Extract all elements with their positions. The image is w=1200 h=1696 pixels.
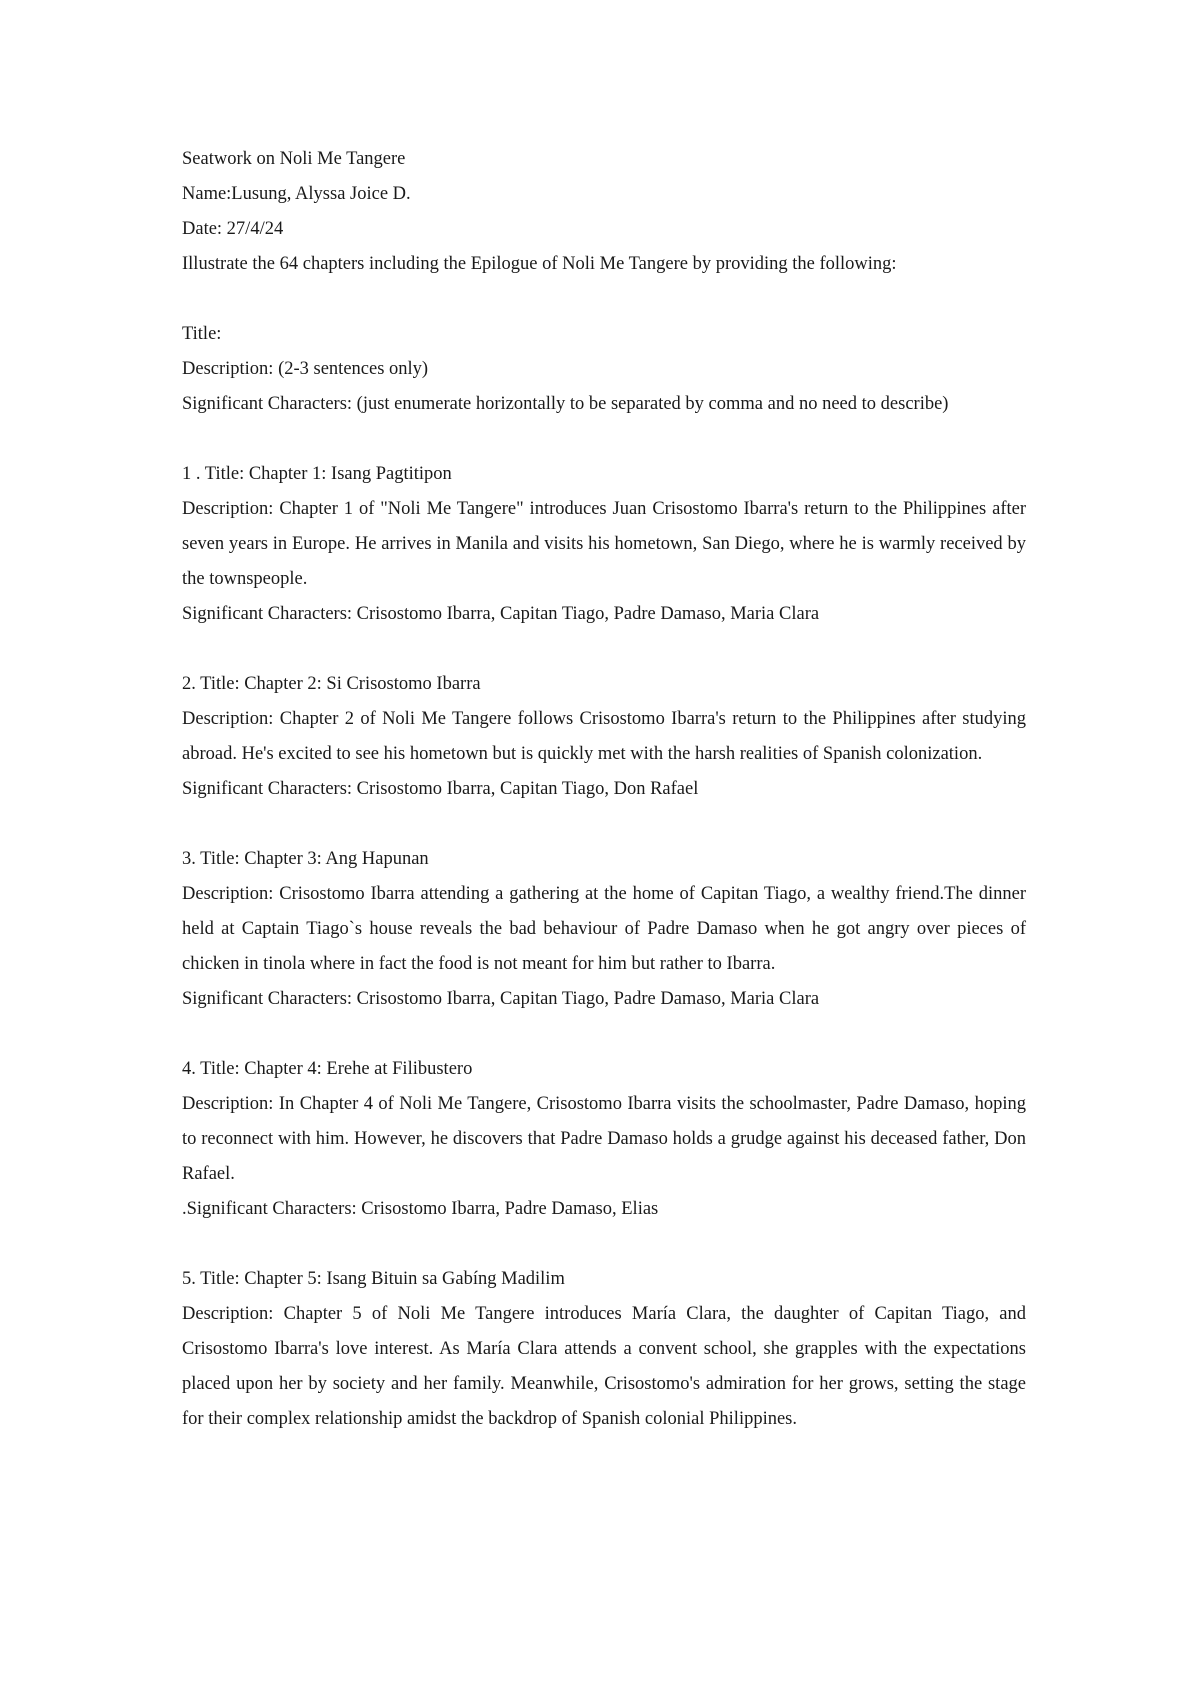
chapter-title: 2. Title: Chapter 2: Si Crisostomo Ibarra [182,674,481,694]
spacer [182,422,1026,457]
chapter-characters: Significant Characters: Crisostomo Ibarra, Capitan Tiago, Don Rafael [182,779,699,799]
spacer [182,282,1026,317]
spacer [182,1017,1026,1052]
chapter-entry-1 [182,457,1026,632]
chapter-characters: Significant Characters: Crisostomo Ibarra, Capitan Tiago, Padre Damaso, Maria Clara [182,989,820,1009]
chapter-description: Description: Chapter 5 of Noli Me Tangere introduces María Clara, the daughter of Capitan Tiago, and Crisostomo Ibarra's love interest. As María Clara attends a convent school, she grapples with the expectations placed upon her by society and her family. Meanwhile, Crisostomo's admiration for her grows, setting the stage for their complex relationship amidst the backdrop of Spanish colonial Philippines. [182,1304,1026,1429]
chapter-title: 5. Title: Chapter 5: Isang Bituin sa Gabíng Madilim [182,1269,565,1289]
chapter-title: 4. Title: Chapter 4: Erehe at Filibustero [182,1059,473,1079]
chapter-characters: .Significant Characters: Crisostomo Ibarra, Padre Damaso, Elias [182,1199,659,1219]
chapter-entry-5 [182,1262,1026,1437]
chapter-description: Description: Chapter 1 of "Noli Me Tangere" introduces Juan Crisostomo Ibarra's return to the Philippines after seven years in Europe. He arrives in Manila and visits his hometown, San Diego, where he is warmly received by the townspeople. [182,499,1026,589]
student-name: Name:Lusung, Alyssa Joice D. [182,184,411,204]
spacer [182,632,1026,667]
chapter-entry-3 [182,842,1026,1017]
document-date: Date: 27/4/24 [182,219,284,239]
document-page [182,142,1026,1437]
chapter-title: 1 . Title: Chapter 1: Isang Pagtitipon [182,464,452,484]
chapter-entry-2 [182,667,1026,807]
format-description-label: Description: (2-3 sentences only) [182,359,429,379]
chapter-description: Description: Chapter 2 of Noli Me Tangere follows Crisostomo Ibarra's return to the Philippines after studying abroad. He's excited to see his hometown but is quickly met with the harsh realities of Spanish colonization. [182,709,1026,764]
format-title-label: Title: [182,324,222,344]
format-characters-label: Significant Characters: (just enumerate horizontally to be separated by comma and no need to describe) [182,394,949,414]
document-title: Seatwork on Noli Me Tangere [182,149,406,169]
chapter-entry-4 [182,1052,1026,1227]
chapter-title: 3. Title: Chapter 3: Ang Hapunan [182,849,429,869]
instruction-text: Illustrate the 64 chapters including the Epilogue of Noli Me Tangere by providing the following: [182,254,897,274]
spacer [182,807,1026,842]
chapter-characters: Significant Characters: Crisostomo Ibarra, Capitan Tiago, Padre Damaso, Maria Clara [182,604,820,624]
chapter-description: Description: Crisostomo Ibarra attending a gathering at the home of Capitan Tiago, a wealthy friend.The dinner held at Captain Tiago`s house reveals the bad behaviour of Padre Damaso when he got angry over pieces of chicken in tinola where in fact the food is not meant for him but rather to Ibarra. [182,884,1026,974]
spacer [182,1227,1026,1262]
chapter-description: Description: In Chapter 4 of Noli Me Tangere, Crisostomo Ibarra visits the schoolmaster, Padre Damaso, hoping to reconnect with him. However, he discovers that Padre Damaso holds a grudge against his deceased father, Don Rafael. [182,1094,1026,1184]
